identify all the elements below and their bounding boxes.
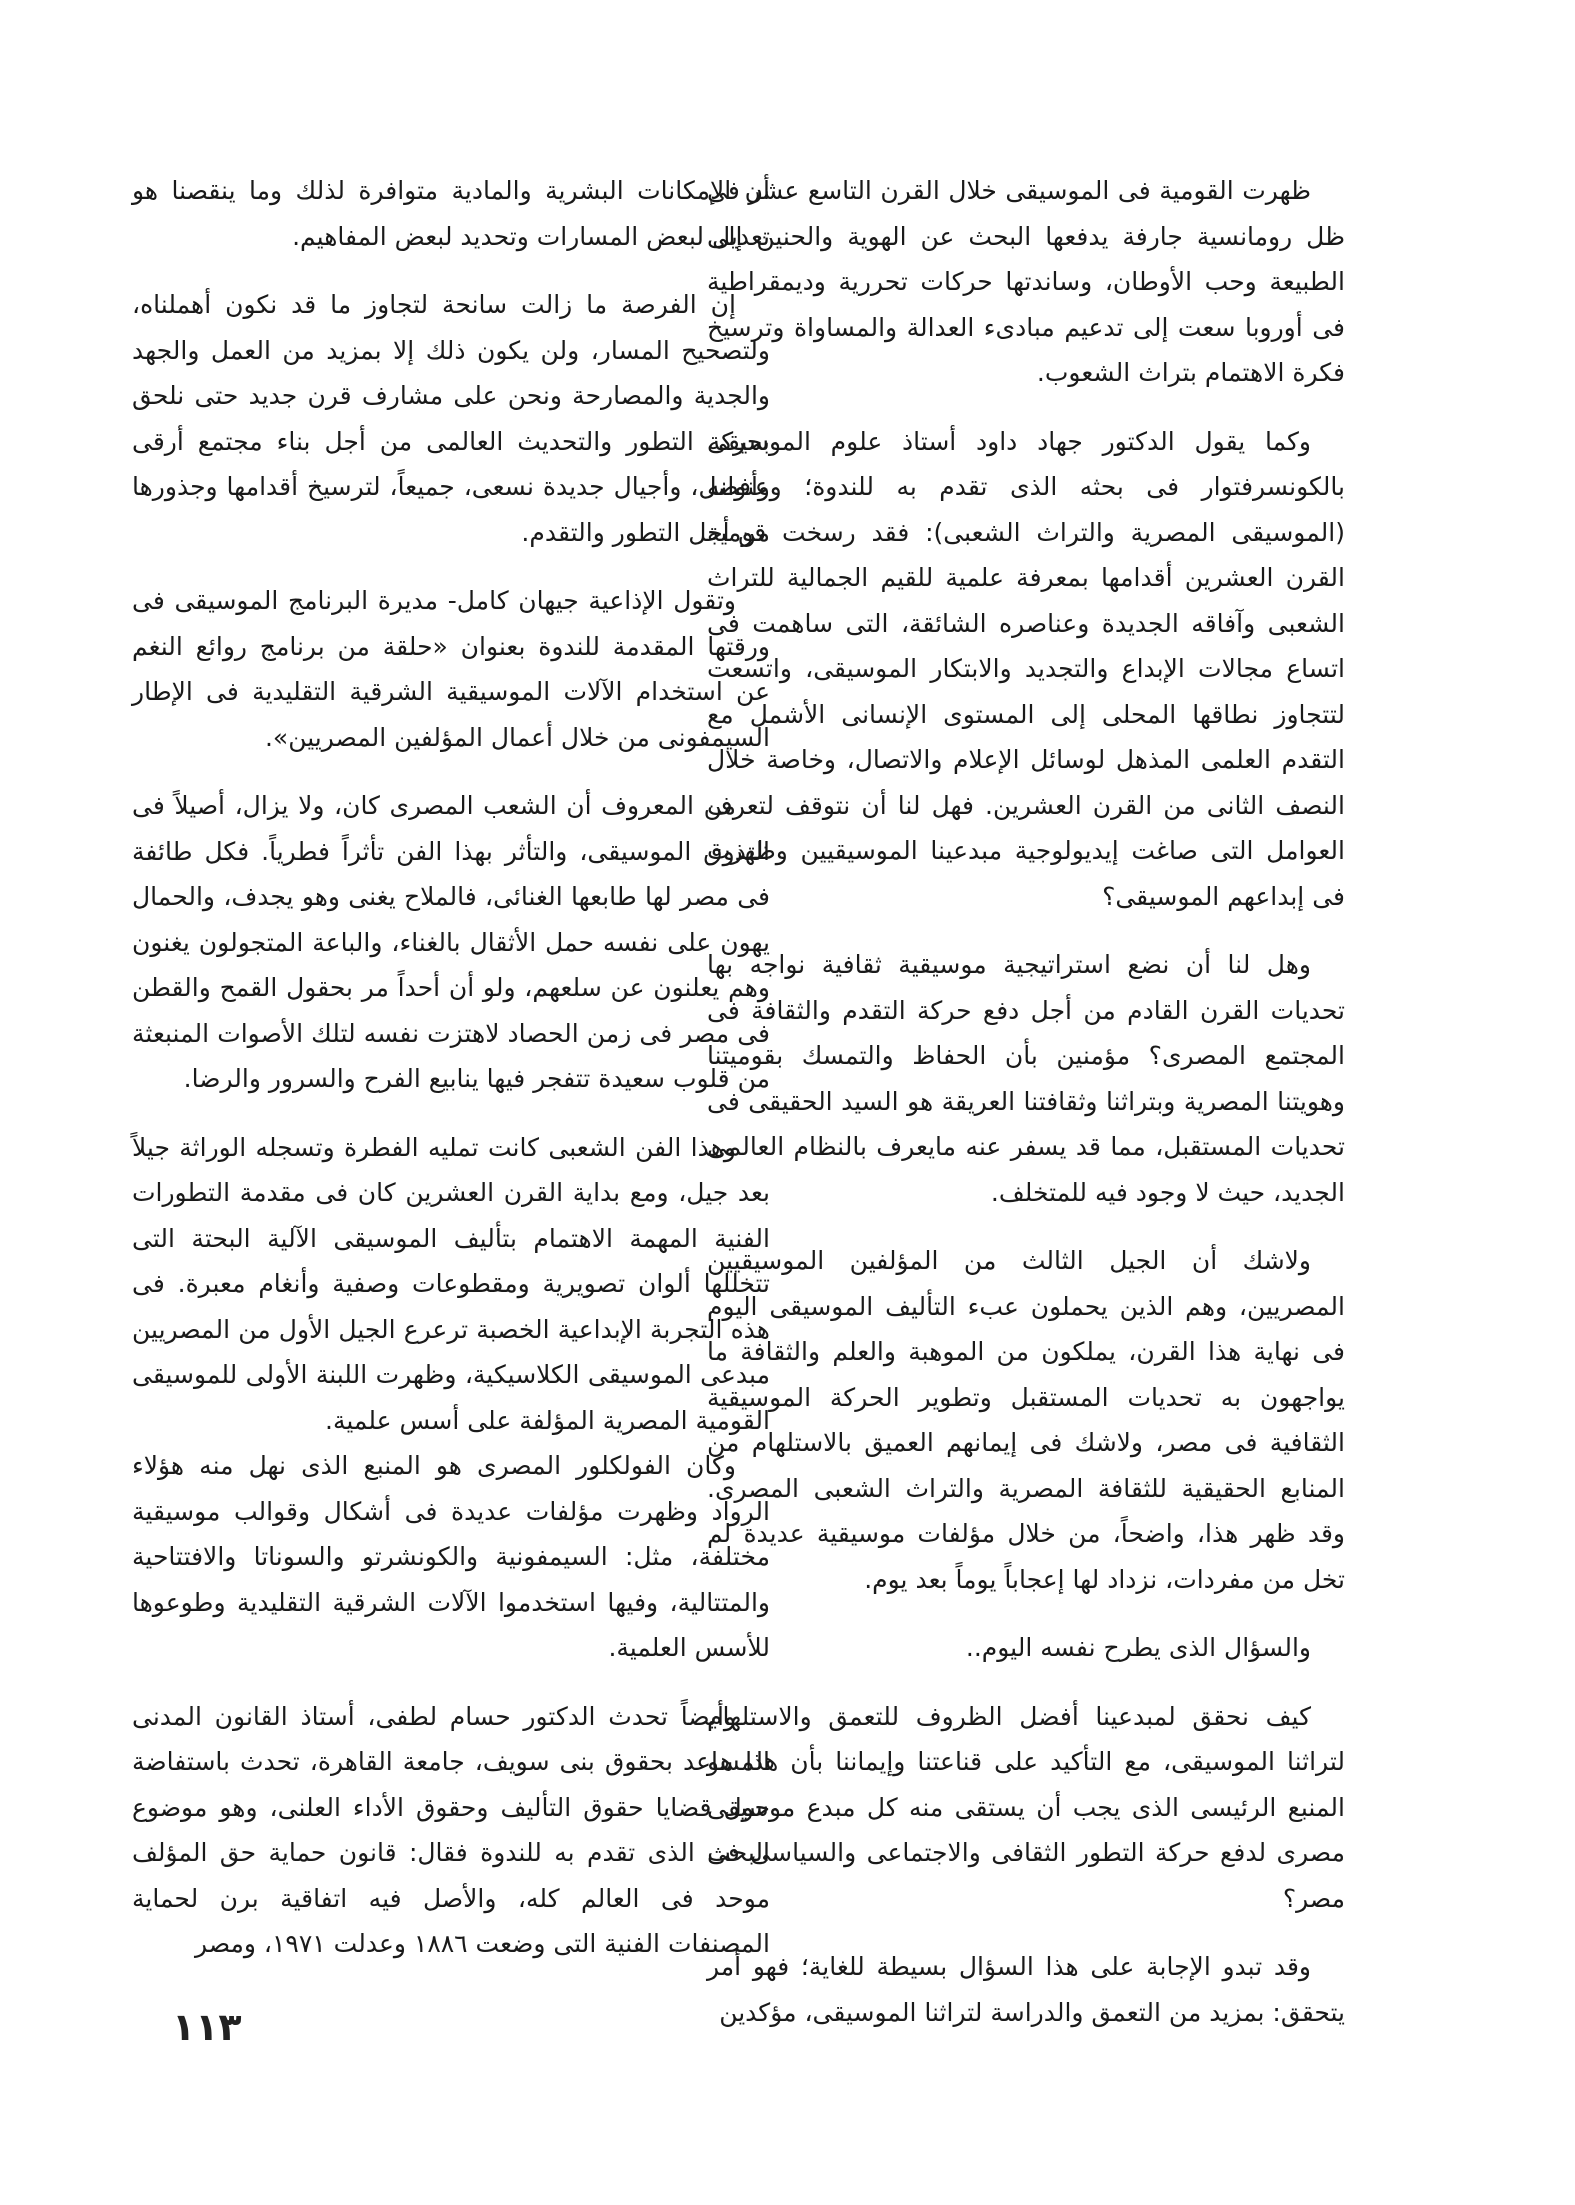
paragraph-right-3: وهل لنا أن نضع استراتيجية موسيقية ثقافية نواجه بها تحديات القرن القادم من أجل دفع حركة التقدم والثقافة فى المجتمع المصرى؟ مؤمنين بأن الحفاظ والتمسك بقوميتنا وهويتنا المصرية وبتراثنا وثقافتنا العريقة هو السيد الحقيقى فى تحديات المستقبل، مما قد يسفر عنه مايعرف بالنظام العالمى الجديد، حيث لا وجود فيه للمتخلف. [707, 950, 1345, 1207]
paragraph-left-7: وأيضاً تحدث الدكتور حسام لطفى، أستاذ القانون المدنى المساعد بحقوق بنى سويف، جامعة القاهرة، تحدث باستفاضة حول قضايا حقوق التأليف وحقوق الأداء العلنى، وهو موضوع البحث الذى تقدم به للندوة فقال: قانون حماية حق المؤلف موحد فى العالم كله، والأصل فيه اتفاقية برن لحماية المصنفات الفنية التى وضعت ١٨٨٦ وعدلت ١٩٧١، ومصر [132, 1701, 770, 1958]
paragraph-right-7: وقد تبدو الإجابة على هذا السؤال بسيطة للغاية؛ فهو أمر يتحقق: بمزيد من التعمق والدراسة لتراثنا الموسيقى، مؤكدين [707, 1952, 1345, 2027]
paragraph-right-6: كيف نحقق لمبدعينا أفضل الظروف للتعمق والاستلهام لتراثنا الموسيقى، مع التأكيد على قناعتنا وإيماننا بأن هذا هو المنبع الرئيسى الذى يجب أن يستقى منه كل مبدع موسيقى مصرى لدفع حركة التطور الثقافى والاجتماعى والسياسى فى مصر؟ [707, 1701, 1345, 1913]
paragraph-left-4: من المعروف أن الشعب المصرى كان، ولا يزال، أصيلاً فى التذوق الموسيقى، والتأثر بهذا الفن تأثراً فطرياً. فكل طائفة فى مصر لها طابعها الغنائى، فالملاح يغنى وهو يجدف، والحمال يهون على نفسه حمل الأثقال بالغناء، والباعة المتجولون يغنون وهم يعلنون عن سلعهم، ولو أن أحداً مر بحقول القمح والقطن فى مصر فى زمن الحصاد لاهتزت نفسه لتلك الأصوات المنبعثة من قلوب سعيدة تتفجر فيها ينابيع الفرح والسرور والرضا. [132, 791, 770, 1093]
paragraph-right-2: وكما يقول الدكتور جهاد داود أستاذ علوم الموسيقى بالكونسرفتوار فى بحثه الذى تقدم به للندوة؛ وعنوانه (الموسيقى المصرية والتراث الشعبى): فقد رسخت قومية القرن العشرين أقدامها بمعرفة علمية للقيم الجمالية للتراث الشعبى وآفاقه الجديدة وعناصره الشائقة، التى ساهمت فى اتساع مجالات الإبداع والتجديد والابتكار الموسيقى، واتسعت لتتجاوز نطاقها المحلى إلى المستوى الإنسانى الأشمل مع التقدم العلمى المذهل لوسائل الإعلام والاتصال، وخاصة خلال النصف الثانى من القرن العشرين. فهل لنا أن نتوقف لتعرف العوامل التى صاغت إيديولوجية مبدعينا الموسيقيين وظهرت فى إبداعهم الموسيقى؟ [707, 426, 1345, 911]
paragraph-left-3: وتقول الإذاعية جيهان كامل- مديرة البرنامج الموسيقى فى ورقتها المقدمة للندوة بعنوان «حلقة من برنامج روائع النغم عن استخدام الآلات الموسيقية الشرقية التقليدية فى الإطار السيمفونى من خلال أعمال المؤلفين المصريين». [132, 586, 770, 752]
paragraph-right-1: ظهرت القومية فى الموسيقى خلال القرن التاسع عشر فى ظل رومانسية جارفة يدفعها البحث عن الهوية والحنين إلى الطبيعة وحب الأوطان، وساندتها حركات تحررية وديمقراطية فى أوروبا سعت إلى تدعيم مبادىء العدالة والمساواة وترسيخ فكرة الاهتمام بتراث الشعوب. [707, 176, 1345, 387]
paragraph-right-4: ولاشك أن الجيل الثالث من المؤلفين الموسيقيين المصريين، وهم الذين يحملون عبء التأليف الموسيقى اليوم فى نهاية هذا القرن، يملكون من الموهبة والعلم والثقافة ما يواجهون به تحديات المستقبل وتطوير الحركة الموسيقية الثقافية فى مصر، ولاشك فى إيمانهم العميق بالاستلهام من المنابع الحقيقية للثقافة المصرية والتراث الشعبى المصرى. وقد ظهر هذا، واضحاً، من خلال مؤلفات موسيقية عديدة لم تخل من مفردات، نزداد لها إعجاباً يوماً بعد يوم. [707, 1246, 1345, 1594]
left-column [132, 168, 770, 1967]
right-column [707, 168, 1345, 2035]
paragraph-right-5: والسؤال الذى يطرح نفسه اليوم.. [965, 1633, 1311, 1662]
paragraph-left-5: وهذا الفن الشعبى كانت تمليه الفطرة وتسجله الوراثة جيلاً بعد جيل، ومع بداية القرن العشرين كان فى مقدمة التطورات الفنية المهمة الاهتمام بتأليف الموسيقى الآلية البحتة التى تتخللها ألوان تصويرية ومقطوعات وصفية وأنغام معبرة. فى هذه التجربة الإبداعية الخصبة ترعرع الجيل الأول من المصريين مبدعى الموسيقى الكلاسيكية، وظهرت اللبنة الأولى للموسيقى القومية المصرية المؤلفة على أسس علمية. [132, 1132, 770, 1435]
paragraph-left-6: وكان الفولكلور المصرى هو المنبع الذى نهل منه هؤلاء الرواد وظهرت مؤلفات عديدة فى أشكال وقوالب موسيقية مختلفة، مثل: السيمفونية والكونشرتو والسوناتا والافتتاحية والمتتالية، وفيها استخدموا الآلات الشرقية التقليدية وطوعوها للأسس العلمية. [132, 1451, 770, 1662]
paragraph-left-1: أن الإمكانات البشرية والمادية متوافرة لذلك وما ينقصنا هو تعديل لبعض المسارات وتحديد لبعض المفاهيم. [132, 176, 770, 251]
page-number: ١١٣ [172, 2005, 242, 2049]
paragraph-left-2: إن الفرصة ما زالت سانحة لتجاوز ما قد نكون أهملناه، ولتصحيح المسار، ولن يكون ذلك إلا بمزيد من العمل والجهد والجدية والمصارحة ونحن على مشارف قرن جديد حتى نلحق بحركة التطور والتحديث العالمى من أجل بناء مجتمع أرقى وأفضل، وأجيال جديدة نسعى، جميعاً، لترسيخ أقدامها وجذورها من أجل التطور والتقدم. [132, 290, 770, 547]
